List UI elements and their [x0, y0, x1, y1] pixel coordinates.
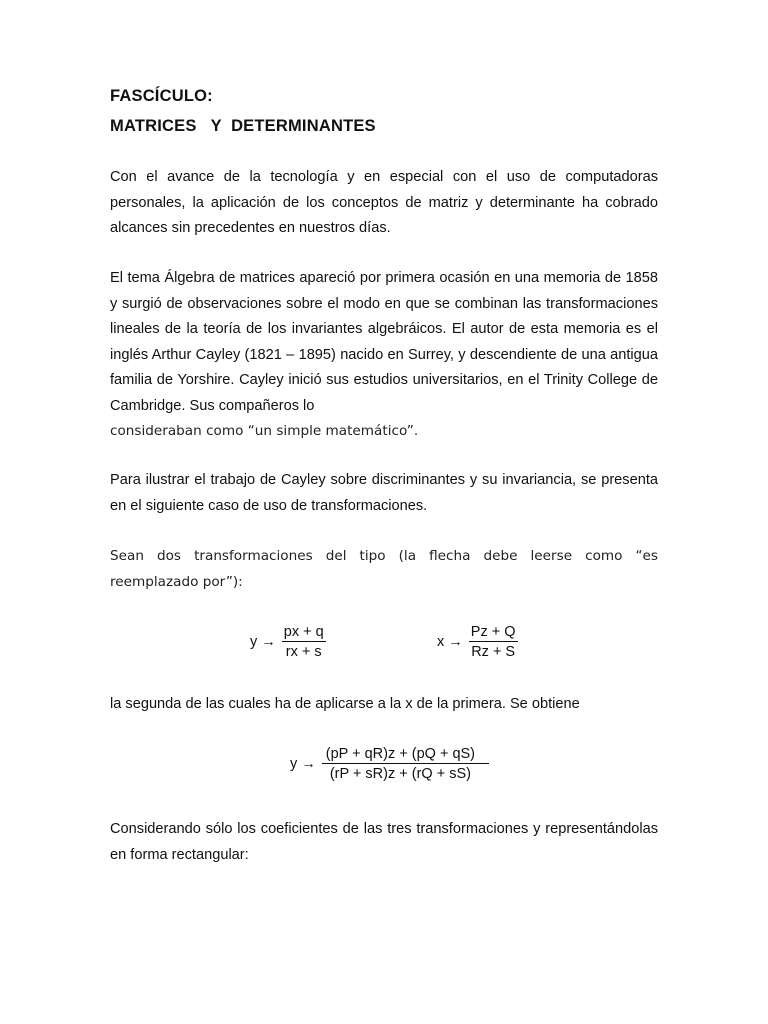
- fraction-denominator: rx + s: [285, 644, 322, 660]
- fraction-numerator: Pz + Q: [470, 624, 516, 640]
- document-heading: FASCÍCULO:: [110, 87, 213, 105]
- paragraph-intro: Con el avance de la tecnología y en especial con el uso de computadoras personales, la aplicación de los conceptos de matriz y determinante ha cobrado alcances sin precedentes en nuestros días.: [110, 169, 658, 236]
- fraction-denominator: Rz + S: [471, 644, 516, 660]
- paragraph-transformations: Sean dos transformaciones del tipo (la flecha debe leerse como “es reemplazado por”):: [110, 548, 658, 590]
- paragraph-substitution: la segunda de las cuales ha de aplicarse a la x de la primera. Se obtiene: [110, 696, 580, 712]
- formula-lhs: x →: [437, 634, 463, 650]
- fraction: [469, 624, 518, 660]
- paragraph-history-last-line: consideraban como “un simple matemático”.: [110, 423, 419, 439]
- formula-composed-transformation: [290, 746, 489, 782]
- fraction-numerator: px + q: [283, 624, 324, 640]
- paragraph-coefficients: Considerando sólo los coeficientes de las tres transformaciones y representándolas en forma rectangular:: [110, 821, 658, 863]
- fraction-numerator: (pP + qR)z + (pQ + qS): [322, 746, 489, 764]
- fraction: [282, 624, 326, 660]
- document-title: MATRICES Y DETERMINANTES: [110, 117, 376, 135]
- paragraph-history-text: El tema Álgebra de matrices apareció por primera ocasión en una memoria de 1858 y surgió de observaciones sobre el modo en que se combinan las transformaciones lineales de la teoría de los invariantes algebráicos. El autor de esta memoria es el inglés Arthur Cayley (1821 – 1895) nacido en Surrey, y descendiente de una antigua familia de Yorshire. Cayley inició sus estudios universitarios, en el Trinity College de Cambridge. Sus compañeros lo: [110, 270, 658, 414]
- formula-y-transformation: [250, 624, 326, 660]
- fraction-denominator: (rP + sR)z + (rQ + sS): [329, 766, 471, 782]
- paragraph-history: [110, 266, 658, 419]
- paragraph-illustrate: Para ilustrar el trabajo de Cayley sobre discriminantes y su invariancia, se presenta en el siguiente caso de uso de transformaciones.: [110, 472, 658, 514]
- formula-lhs: y →: [290, 756, 316, 772]
- formula-lhs: y →: [250, 634, 276, 650]
- fraction: [322, 746, 489, 782]
- formula-x-transformation: [437, 624, 518, 660]
